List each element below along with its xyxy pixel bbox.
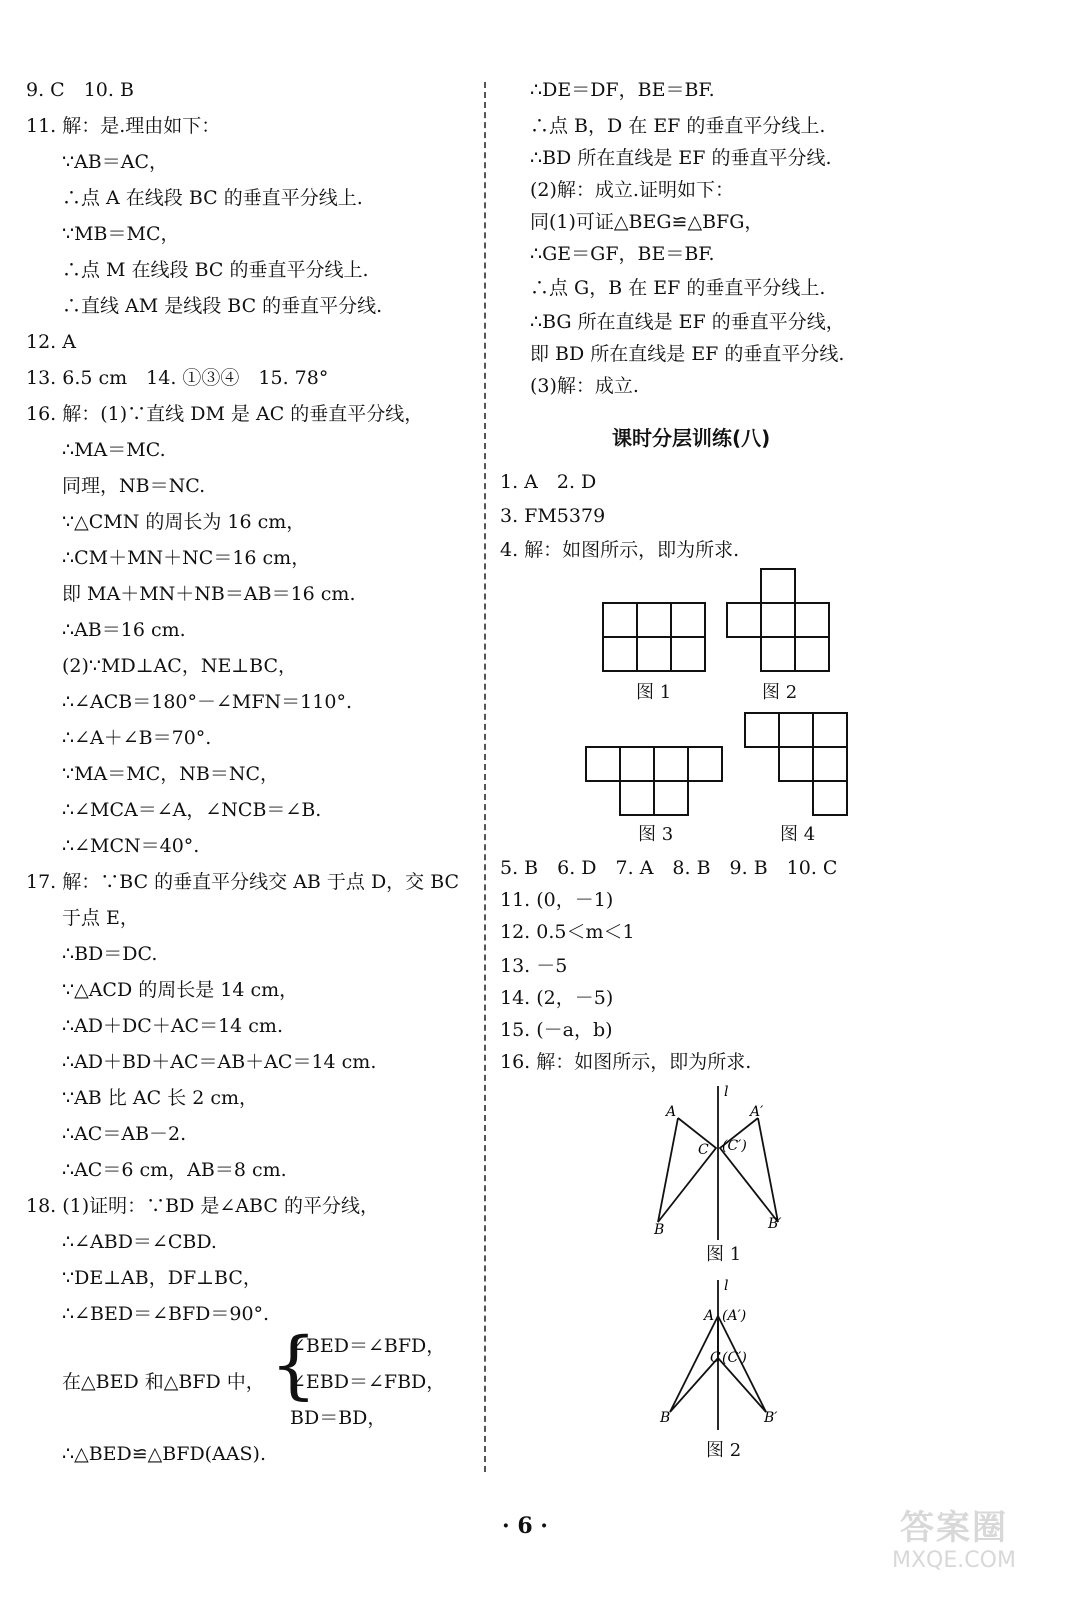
answer-line: ∴AD＋BD＋AC＝AB＋AC＝14 cm. (62, 1051, 377, 1073)
answer-line: ∴DE＝DF，BE＝BF. (530, 79, 715, 101)
answer-line: ∴BG 所在直线是 EF 的垂直平分线， (530, 311, 845, 333)
figure-caption: 图 1 (636, 682, 672, 703)
answer-line: ∴∠MCN＝40°. (62, 835, 200, 857)
answer-line: ∴AC＝AB－2. (62, 1123, 187, 1145)
label-B-prime: B′ (764, 1410, 778, 1426)
figure-caption: 图 1 (706, 1244, 742, 1265)
answer-line: (3)解：成立. (530, 375, 639, 397)
answer-line: 16. 解：(1)∵直线 DM 是 AC 的垂直平分线， (26, 403, 424, 425)
figure-caption: 图 3 (638, 824, 674, 845)
answer-line: ∵AB＝AC， (62, 151, 169, 173)
answer-line: 15. (－a，b) (500, 1019, 613, 1041)
answer-line: 5. B 6. D 7. A 8. B 9. B 10. C (500, 857, 838, 879)
answer-line: 14. (2，－5) (500, 987, 614, 1009)
system-line: ∠EBD＝∠FBD， (290, 1371, 446, 1393)
grid-figure-3 (585, 746, 725, 816)
answer-line: ∵△CMN 的周长为 16 cm， (62, 511, 306, 533)
label-A: A (666, 1104, 677, 1120)
brace: { (270, 1322, 318, 1408)
answer-line: ∵AB 比 AC 长 2 cm， (62, 1087, 258, 1109)
answer-line: ∴∠BED＝∠BFD＝90°. (62, 1303, 270, 1325)
label-A-prime: (A′) (722, 1308, 747, 1324)
answer-line: ∵MA＝MC，NB＝NC， (62, 763, 280, 785)
answer-line: 1. A 2. D (500, 471, 597, 493)
label-A-prime: A′ (750, 1104, 764, 1120)
section-title: 课时分层训练(八) (612, 426, 771, 450)
answer-line: 同理，NB＝NC. (62, 475, 206, 497)
answer-line: ∴点 G，B 在 EF 的垂直平分线上. (530, 277, 826, 299)
answer-line: 12. A (26, 331, 76, 353)
column-divider (484, 82, 486, 1472)
watermark-url: MXQE.COM (892, 1548, 1016, 1573)
answer-line: ∴AD＋DC＋AC＝14 cm. (62, 1015, 283, 1037)
symmetry-figure-2 (640, 1276, 800, 1432)
system-line: BD＝BD， (290, 1407, 387, 1429)
watermark-logo: 答案圈 (900, 1508, 1008, 1548)
grid-figure-4 (744, 712, 850, 816)
figure-caption: 图 2 (706, 1440, 742, 1461)
answer-line: ∴BD 所在直线是 EF 的垂直平分线. (530, 147, 832, 169)
answer-line: ∵MB＝MC， (62, 223, 180, 245)
answer-line: 13. －5 (500, 955, 568, 977)
answer-line: 11. (0，－1) (500, 889, 614, 911)
answer-line: ∴△BED≌△BFD(AAS). (62, 1443, 266, 1465)
symmetry-figure-1 (640, 1082, 800, 1242)
answer-line: ∴BD＝DC. (62, 943, 158, 965)
figure-caption: 图 4 (780, 824, 816, 845)
figure-caption: 图 2 (762, 682, 798, 703)
answer-line: 9. C 10. B (26, 79, 134, 101)
answer-line: (2)解：成立.证明如下： (530, 179, 734, 201)
answer-line: (2)∵MD⊥AC，NE⊥BC， (62, 655, 298, 677)
answer-line: ∴GE＝GF，BE＝BF. (530, 243, 715, 265)
label-B: B (654, 1222, 665, 1238)
label-A: A (704, 1308, 715, 1324)
system-line: ∠BED＝∠BFD， (290, 1335, 446, 1357)
label-C: C (710, 1350, 721, 1366)
answer-line: ∴∠MCA＝∠A，∠NCB＝∠B. (62, 799, 322, 821)
answer-line: ∵DE⊥AB，DF⊥BC， (62, 1267, 262, 1289)
answer-line: ∴CM＋MN＋NC＝16 cm， (62, 547, 311, 569)
label-l: l (724, 1084, 729, 1100)
answer-line: ∴MA＝MC. (62, 439, 166, 461)
answer-line: ∴∠ABD＝∠CBD. (62, 1231, 217, 1253)
answer-line: 16. 解：如图所示，即为所求. (500, 1051, 752, 1073)
answer-line: ∴∠A＋∠B＝70°. (62, 727, 212, 749)
answer-line: 4. 解：如图所示，即为所求. (500, 539, 740, 561)
answer-line: 同(1)可证△BEG≌△BFG， (530, 211, 764, 233)
label-C: C (698, 1142, 709, 1158)
label-C-prime: (C′) (722, 1350, 747, 1366)
answer-line: 于点 E， (62, 907, 139, 929)
label-B: B (660, 1410, 671, 1426)
answer-line: ∴AC＝6 cm，AB＝8 cm. (62, 1159, 287, 1181)
label-B-prime: B′ (768, 1216, 782, 1232)
label-l: l (724, 1278, 729, 1294)
grid-figure-2 (726, 568, 832, 672)
answer-line: 即 BD 所在直线是 EF 的垂直平分线. (530, 343, 845, 365)
grid-figure-1 (602, 602, 708, 672)
answer-line: ∴直线 AM 是线段 BC 的垂直平分线. (62, 295, 383, 317)
answer-line: ∴点 B，D 在 EF 的垂直平分线上. (530, 115, 826, 137)
answer-line: 17. 解：∵BC 的垂直平分线交 AB 于点 D，交 BC (26, 871, 460, 893)
answer-line: ∴AB＝16 cm. (62, 619, 186, 641)
answer-line: 12. 0.5＜m＜1 (500, 921, 635, 943)
answer-line: 即 MA＋MN＋NB＝AB＝16 cm. (62, 583, 356, 605)
answer-line: ∴∠ACB＝180°－∠MFN＝110°. (62, 691, 352, 713)
answer-line: ∵△ACD 的周长是 14 cm， (62, 979, 299, 1001)
answer-line: 11. 解：是.理由如下： (26, 115, 221, 137)
answer-line: 13. 6.5 cm 14. ①③④ 15. 78° (26, 367, 329, 389)
answer-line: 18. (1)证明：∵BD 是∠ABC 的平分线， (26, 1195, 379, 1217)
answer-line: ∴点 A 在线段 BC 的垂直平分线上. (62, 187, 363, 209)
answer-line: ∴点 M 在线段 BC 的垂直平分线上. (62, 259, 369, 281)
system-prefix: 在△BED 和△BFD 中， (62, 1371, 265, 1393)
answer-line: 3. FM5379 (500, 505, 606, 527)
label-C-prime: (C′) (722, 1138, 747, 1154)
page-number: · 6 · (502, 1513, 548, 1539)
